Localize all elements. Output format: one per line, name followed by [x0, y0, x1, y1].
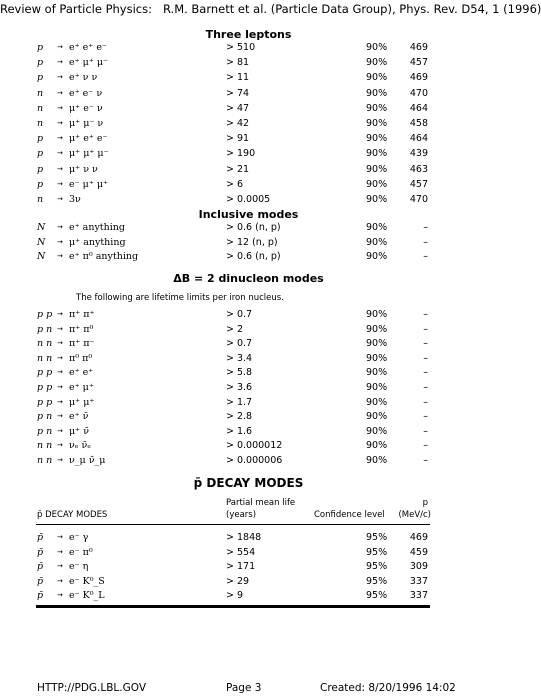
decay-mode: e⁺ μ⁺: [69, 382, 94, 393]
lifetime-limit: > 0.7: [226, 309, 253, 320]
arrow-icon: →: [57, 223, 63, 231]
lifetime-limit: > 171: [226, 561, 256, 572]
lifetime-limit: > 3.6: [226, 382, 253, 393]
table-row: [0, 425, 497, 438]
decay-mode: ν_μ ν̄_μ: [69, 455, 106, 466]
momentum: 464: [409, 133, 428, 145]
decay-mode: e⁻ η: [69, 561, 89, 572]
momentum: –: [423, 455, 428, 466]
momentum: 463: [409, 163, 428, 175]
parent-particle: p p: [37, 382, 53, 393]
confidence-level: 90%: [366, 323, 388, 335]
section-title-pbar: p̄ DECAY MODES: [193, 476, 304, 490]
lifetime-limit: > 0.7: [226, 338, 253, 350]
decay-mode: μ⁺ ν ν: [69, 163, 98, 175]
parent-particle: p̄: [37, 575, 44, 587]
table-row: [0, 178, 497, 191]
lifetime-limit: > 0.0005: [226, 194, 271, 205]
lifetime-limit: > 0.6 (n, p): [226, 251, 281, 262]
momentum: 464: [409, 102, 428, 114]
head-life-1: Partial mean life: [226, 498, 296, 508]
lifetime-limit: > 12 (n, p): [226, 236, 278, 248]
parent-particle: p: [37, 42, 44, 53]
lifetime-limit: > 0.6 (n, p): [226, 222, 281, 233]
arrow-icon: →: [57, 58, 63, 67]
table-row: [0, 41, 497, 54]
arrow-icon: →: [57, 103, 63, 112]
decay-mode: e⁺ ν ν: [69, 72, 98, 84]
arrow-icon: →: [57, 547, 63, 556]
decay-mode: e⁻ μ⁺ μ⁺: [69, 178, 109, 190]
momentum: 457: [409, 57, 428, 69]
decay-mode: e⁻ K⁰_S: [69, 575, 105, 587]
table-row: [0, 560, 497, 573]
journal-label: Review of Particle Physics:: [0, 2, 152, 16]
momentum: –: [423, 352, 428, 364]
citation: R.M. Barnett et al. (Particle Data Group), Phys. Rev. D54, 1 (1996): [162, 2, 541, 16]
arrow-icon: →: [57, 562, 63, 570]
header-rule: [36, 524, 430, 525]
table-row: [0, 117, 497, 130]
decay-mode: νₑ ν̄ₑ: [69, 440, 91, 452]
table-row: [0, 546, 497, 559]
decay-mode: μ⁺ e⁺ e⁻: [69, 133, 108, 145]
confidence-level: 90%: [366, 352, 388, 364]
momentum: –: [423, 323, 428, 335]
arrow-icon: →: [57, 43, 63, 51]
head-p-2: (MeV/c): [398, 510, 431, 520]
lifetime-limit: > 81: [226, 57, 250, 69]
decay-mode: μ⁺ ν̄: [69, 425, 89, 437]
parent-particle: p n: [37, 425, 53, 437]
lifetime-limit: > 9: [226, 590, 244, 601]
parent-particle: p: [37, 163, 44, 175]
head-life-2: (years): [226, 510, 257, 520]
confidence-level: 90%: [366, 367, 388, 379]
head-modes: p̄ DECAY MODES: [37, 510, 108, 520]
arrow-icon: →: [57, 426, 63, 435]
momentum: –: [423, 367, 428, 379]
decay-mode: μ⁺ e⁻ ν: [69, 102, 103, 114]
lifetime-limit: > 74: [226, 87, 250, 99]
confidence-level: 90%: [366, 87, 388, 99]
lifetime-limit: > 1848: [226, 532, 262, 543]
arrow-icon: →: [57, 441, 63, 450]
table-row: [0, 410, 497, 423]
confidence-level: 95%: [366, 546, 388, 558]
arrow-icon: →: [57, 339, 63, 348]
head-p-1: p: [422, 498, 428, 508]
decay-mode: e⁺ ν̄: [69, 411, 89, 423]
arrow-icon: →: [57, 383, 63, 391]
arrow-icon: →: [57, 412, 63, 421]
confidence-level: 95%: [366, 590, 388, 601]
section-title-inclusive: Inclusive modes: [198, 208, 299, 221]
table-row: [0, 56, 497, 69]
confidence-level: 90%: [366, 57, 388, 69]
parent-particle: p p: [37, 396, 53, 408]
confidence-level: 90%: [366, 425, 388, 437]
table-row: [0, 589, 497, 602]
momentum: –: [423, 309, 428, 320]
momentum: –: [423, 236, 428, 248]
dinucleon-note: The following are lifetime limits per iron nucleus.: [76, 293, 284, 303]
lifetime-limit: > 0.000006: [226, 455, 283, 466]
table-row: [0, 193, 497, 206]
confidence-level: 90%: [366, 455, 388, 466]
table-row: [0, 531, 497, 544]
lifetime-limit: > 2.8: [226, 411, 253, 423]
decay-mode: π⁺ π⁻: [69, 338, 95, 350]
page-header: [0, 2, 541, 16]
parent-particle: p̄: [37, 546, 44, 558]
decay-mode: e⁺ π⁰ anything: [69, 251, 139, 262]
arrow-icon: →: [57, 397, 63, 406]
momentum: –: [423, 251, 428, 262]
decay-mode: π⁰ π⁰: [69, 352, 93, 364]
table-row: [0, 366, 497, 379]
momentum: 469: [409, 72, 428, 84]
confidence-level: 95%: [366, 575, 388, 587]
table-end-rule: [36, 605, 430, 608]
lifetime-limit: > 6: [226, 178, 244, 190]
confidence-level: 90%: [366, 133, 388, 145]
parent-particle: N: [37, 222, 46, 233]
arrow-icon: →: [57, 353, 63, 362]
table-row: [0, 221, 497, 234]
parent-particle: p: [37, 148, 44, 160]
arrow-icon: →: [57, 119, 63, 127]
table-row: [0, 236, 497, 249]
footer-created: Created: 8/20/1996 14:02: [320, 682, 456, 694]
parent-particle: n n: [37, 352, 53, 364]
confidence-level: 90%: [366, 236, 388, 248]
confidence-level: 90%: [366, 309, 388, 320]
parent-particle: p n: [37, 323, 53, 335]
arrow-icon: →: [57, 237, 63, 246]
table-row: [0, 575, 497, 588]
decay-mode: 3ν: [69, 194, 81, 205]
lifetime-limit: > 0.000012: [226, 440, 283, 452]
arrow-icon: →: [57, 310, 63, 318]
confidence-level: 90%: [366, 148, 388, 160]
momentum: –: [423, 338, 428, 350]
confidence-level: 90%: [366, 102, 388, 114]
parent-particle: p: [37, 72, 44, 84]
arrow-icon: →: [57, 134, 63, 143]
confidence-level: 90%: [366, 251, 388, 262]
parent-particle: n: [37, 194, 44, 205]
parent-particle: p p: [37, 367, 53, 379]
arrow-icon: →: [57, 456, 63, 464]
momentum: 337: [409, 575, 428, 587]
parent-particle: N: [37, 251, 46, 262]
confidence-level: 90%: [366, 118, 388, 129]
table-row: [0, 439, 497, 452]
decay-mode: π⁺ π⁺: [69, 309, 95, 320]
lifetime-limit: > 47: [226, 102, 250, 114]
section-title-three-leptons: Three leptons: [205, 28, 292, 41]
table-row: [0, 323, 497, 336]
arrow-icon: →: [57, 252, 63, 260]
table-row: [0, 163, 497, 176]
arrow-icon: →: [57, 533, 63, 541]
lifetime-limit: > 554: [226, 546, 256, 558]
decay-mode: e⁻ K⁰_L: [69, 590, 105, 601]
table-row: [0, 308, 497, 321]
confidence-level: 90%: [366, 163, 388, 175]
lifetime-limit: > 5.8: [226, 367, 253, 379]
arrow-icon: →: [57, 179, 63, 188]
confidence-level: 90%: [366, 178, 388, 190]
arrow-icon: →: [57, 88, 63, 97]
momentum: 458: [409, 118, 428, 129]
parent-particle: n: [37, 102, 44, 114]
lifetime-limit: > 510: [226, 42, 256, 53]
momentum: –: [423, 382, 428, 393]
decay-mode: e⁻ π⁰: [69, 546, 93, 558]
decay-mode: μ⁺ anything: [69, 236, 126, 248]
confidence-level: 90%: [366, 194, 388, 205]
table-row: [0, 132, 497, 145]
arrow-icon: →: [57, 149, 63, 158]
confidence-level: 90%: [366, 42, 388, 53]
momentum: –: [423, 396, 428, 408]
parent-particle: p: [37, 178, 44, 190]
table-row: [0, 147, 497, 160]
parent-particle: n: [37, 87, 44, 99]
momentum: 469: [409, 42, 428, 53]
table-row: [0, 396, 497, 409]
parent-particle: p̄: [37, 532, 44, 543]
head-cl: Confidence level: [314, 510, 385, 520]
parent-particle: p: [37, 133, 44, 145]
confidence-level: 95%: [366, 532, 388, 543]
lifetime-limit: > 29: [226, 575, 250, 587]
table-row: [0, 71, 497, 84]
lifetime-limit: > 190: [226, 148, 256, 160]
decay-mode: e⁺ e⁺ e⁻: [69, 42, 107, 53]
decay-mode: π⁺ π⁰: [69, 323, 94, 335]
momentum: 470: [409, 194, 428, 205]
table-row: [0, 87, 497, 100]
decay-mode: μ⁺ μ⁺: [69, 396, 95, 408]
parent-particle: p n: [37, 411, 53, 423]
footer-url[interactable]: HTTP://PDG.LBL.GOV: [37, 682, 147, 694]
confidence-level: 90%: [366, 222, 388, 233]
table-row: [0, 381, 497, 394]
parent-particle: n n: [37, 455, 53, 466]
confidence-level: 90%: [366, 382, 388, 393]
confidence-level: 90%: [366, 396, 388, 408]
arrow-icon: →: [57, 591, 63, 599]
momentum: 470: [409, 87, 428, 99]
momentum: 469: [409, 532, 428, 543]
momentum: –: [423, 411, 428, 423]
lifetime-limit: > 3.4: [226, 352, 253, 364]
lifetime-limit: > 21: [226, 163, 250, 175]
parent-particle: p p: [37, 309, 53, 320]
decay-mode: μ⁺ μ⁺ μ⁻: [69, 148, 109, 160]
arrow-icon: →: [57, 164, 63, 173]
arrow-icon: →: [57, 576, 63, 585]
parent-particle: p̄: [37, 561, 44, 572]
decay-mode: e⁺ anything: [69, 222, 125, 233]
table-row: [0, 250, 497, 263]
momentum: 439: [409, 148, 428, 160]
table-row: [0, 337, 497, 350]
confidence-level: 95%: [366, 561, 388, 572]
arrow-icon: →: [57, 368, 63, 377]
arrow-icon: →: [57, 324, 63, 333]
momentum: –: [423, 440, 428, 452]
decay-mode: e⁺ μ⁺ μ⁻: [69, 57, 109, 69]
parent-particle: p̄: [37, 590, 44, 601]
confidence-level: 90%: [366, 338, 388, 350]
momentum: 337: [409, 590, 428, 601]
section-title-dinucleon: ΔB = 2 dinucleon modes: [173, 272, 324, 285]
footer-page: Page 3: [226, 682, 262, 694]
confidence-level: 90%: [366, 411, 388, 423]
table-row: [0, 102, 497, 115]
arrow-icon: →: [57, 73, 63, 82]
lifetime-limit: > 11: [226, 72, 250, 84]
parent-particle: n n: [37, 338, 53, 350]
decay-mode: e⁺ e⁺: [69, 367, 94, 379]
confidence-level: 90%: [366, 72, 388, 84]
momentum: 309: [409, 561, 428, 572]
lifetime-limit: > 91: [226, 133, 250, 145]
parent-particle: n n: [37, 440, 53, 452]
arrow-icon: →: [57, 195, 63, 203]
table-row: [0, 454, 497, 467]
momentum: –: [423, 222, 428, 233]
parent-particle: p: [37, 57, 44, 69]
parent-particle: n: [37, 118, 44, 129]
confidence-level: 90%: [366, 440, 388, 452]
momentum: –: [423, 425, 428, 437]
table-row: [0, 352, 497, 365]
decay-mode: e⁺ e⁻ ν: [69, 87, 103, 99]
lifetime-limit: > 42: [226, 118, 250, 129]
lifetime-limit: > 1.7: [226, 396, 253, 408]
decay-mode: μ⁺ μ⁻ ν: [69, 118, 104, 129]
momentum: 459: [409, 546, 428, 558]
parent-particle: N: [37, 236, 46, 248]
lifetime-limit: > 1.6: [226, 425, 253, 437]
momentum: 457: [409, 178, 428, 190]
lifetime-limit: > 2: [226, 323, 244, 335]
decay-mode: e⁻ γ: [69, 532, 89, 543]
